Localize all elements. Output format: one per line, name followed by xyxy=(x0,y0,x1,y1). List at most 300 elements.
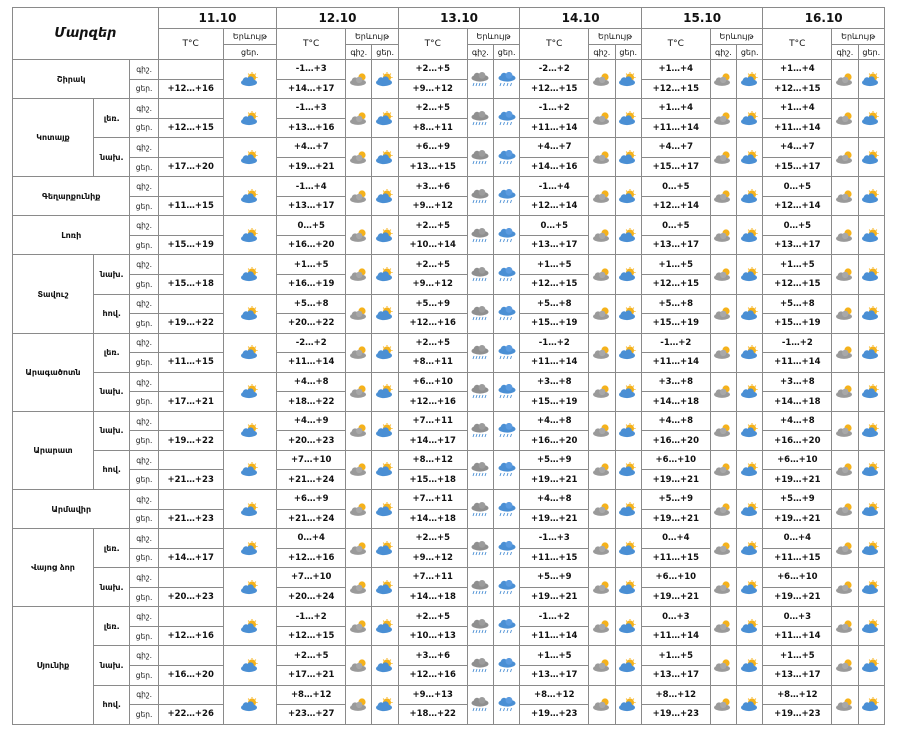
gray-sun-cloud-icon xyxy=(712,541,734,556)
weather-cell xyxy=(737,646,763,685)
temperature-cell: +11…+14 xyxy=(763,626,832,646)
region-name: Գեղարքունիք xyxy=(13,177,130,216)
weather-cell xyxy=(858,294,884,333)
weather-cell xyxy=(589,177,615,216)
temperature-cell: 0…+5 xyxy=(641,216,710,236)
sun-cloud-icon xyxy=(860,619,882,634)
temperature-cell: +6…+10 xyxy=(763,568,832,588)
temperature-cell: +12…+16 xyxy=(398,392,467,412)
temperature-cell: +3…+8 xyxy=(641,372,710,392)
weather-cell xyxy=(493,411,519,450)
sun-cloud-icon xyxy=(860,423,882,438)
weather-cell xyxy=(832,255,858,294)
weather-cell xyxy=(467,490,493,529)
region-name: Արագածոտն xyxy=(13,333,94,411)
weather-cell xyxy=(346,99,372,138)
temperature-cell: +1…+5 xyxy=(520,646,589,666)
temperature-cell: +18…+22 xyxy=(398,705,467,725)
table-row xyxy=(13,333,885,353)
temperature-cell: +15…+18 xyxy=(158,275,223,295)
weather-cell xyxy=(372,138,398,177)
table-row xyxy=(13,99,885,119)
region-name: Տավուշ xyxy=(13,255,94,333)
weather-cell xyxy=(223,99,277,138)
temperature-cell: +19…+21 xyxy=(641,470,710,490)
phenomenon-col-header: Երևույթ xyxy=(346,29,399,45)
temperature-cell: +12…+15 xyxy=(277,626,346,646)
weather-cell xyxy=(467,138,493,177)
weather-cell xyxy=(372,60,398,99)
date-header: 12.10 xyxy=(277,8,399,29)
temperature-cell: +3…+8 xyxy=(763,372,832,392)
temperature-cell: +1…+4 xyxy=(641,60,710,80)
region-name: Կոտայք xyxy=(13,99,94,177)
weather-cell xyxy=(467,294,493,333)
zone-name: հով. xyxy=(94,294,130,333)
sun-cloud-icon xyxy=(739,267,761,282)
time-of-day: ցեր. xyxy=(130,196,158,216)
weather-cell xyxy=(858,138,884,177)
gray-sun-cloud-icon xyxy=(591,502,613,517)
temperature-cell: +3…+6 xyxy=(398,177,467,197)
gray-sun-cloud-icon xyxy=(348,580,370,595)
sun-cloud-icon xyxy=(239,423,261,438)
temperature-cell: -1…+2 xyxy=(520,99,589,119)
weather-cell xyxy=(346,607,372,646)
rain-cloud-icon xyxy=(469,658,491,673)
rain-cloud-icon xyxy=(469,541,491,556)
weather-cell xyxy=(589,529,615,568)
gray-sun-cloud-icon xyxy=(712,306,734,321)
weather-cell xyxy=(737,685,763,724)
weather-cell xyxy=(832,646,858,685)
temperature-cell: +15…+19 xyxy=(158,235,223,255)
temperature-cell: +13…+17 xyxy=(763,665,832,685)
blue-rain-cloud-icon xyxy=(496,150,518,165)
table-row xyxy=(13,607,885,627)
gray-sun-cloud-icon xyxy=(591,267,613,282)
table-row xyxy=(13,138,885,158)
temperature-cell: 0…+4 xyxy=(277,529,346,549)
temperature-cell: +14…+18 xyxy=(398,587,467,607)
weather-cell xyxy=(737,372,763,411)
sun-cloud-icon xyxy=(617,345,639,360)
time-of-day: ցեր. xyxy=(130,118,158,138)
weather-cell xyxy=(832,607,858,646)
temperature-cell xyxy=(158,177,223,197)
gray-sun-cloud-icon xyxy=(712,384,734,399)
weather-cell xyxy=(372,607,398,646)
weather-cell xyxy=(372,216,398,255)
weather-cell xyxy=(710,255,736,294)
phenomenon-col-header: Երևույթ xyxy=(832,29,885,45)
weather-cell xyxy=(223,177,277,216)
weather-cell xyxy=(467,177,493,216)
gray-sun-cloud-icon xyxy=(712,658,734,673)
weather-cell xyxy=(589,99,615,138)
temperature-cell: +15…+19 xyxy=(763,314,832,334)
temperature-cell xyxy=(158,685,223,705)
weather-cell xyxy=(493,294,519,333)
sun-cloud-icon xyxy=(860,580,882,595)
gray-sun-cloud-icon xyxy=(591,541,613,556)
table-row xyxy=(13,568,885,588)
sun-cloud-icon xyxy=(860,189,882,204)
temperature-cell: +19…+23 xyxy=(641,705,710,725)
weather-cell xyxy=(346,216,372,255)
temperature-cell: +11…+15 xyxy=(641,548,710,568)
weather-cell xyxy=(858,99,884,138)
temperature-cell xyxy=(158,60,223,80)
rain-cloud-icon xyxy=(469,345,491,360)
rain-cloud-icon xyxy=(469,72,491,87)
sun-cloud-icon xyxy=(239,150,261,165)
temperature-cell: +17…+21 xyxy=(158,392,223,412)
time-of-day: ցեր. xyxy=(130,275,158,295)
weather-cell xyxy=(372,294,398,333)
sun-cloud-icon xyxy=(374,462,396,477)
temperature-cell: +12…+16 xyxy=(158,79,223,99)
time-of-day: ցեր. xyxy=(130,509,158,529)
sun-cloud-icon xyxy=(860,72,882,87)
weather-cell xyxy=(615,450,641,489)
weather-cell xyxy=(493,529,519,568)
temperature-cell: -1…+2 xyxy=(763,333,832,353)
sun-cloud-icon xyxy=(860,306,882,321)
weather-cell xyxy=(858,450,884,489)
weather-cell xyxy=(858,411,884,450)
temperature-cell: +1…+5 xyxy=(277,255,346,275)
weather-cell xyxy=(858,333,884,372)
weather-cell xyxy=(589,646,615,685)
temperature-cell: +19…+21 xyxy=(520,587,589,607)
rain-cloud-icon xyxy=(469,619,491,634)
gray-sun-cloud-icon xyxy=(834,658,856,673)
temperature-cell: -1…+2 xyxy=(520,607,589,627)
sun-cloud-icon xyxy=(617,619,639,634)
weather-cell xyxy=(493,450,519,489)
weather-cell xyxy=(372,411,398,450)
weather-cell xyxy=(737,490,763,529)
temperature-cell: +21…+24 xyxy=(277,509,346,529)
gray-sun-cloud-icon xyxy=(712,150,734,165)
gray-sun-cloud-icon xyxy=(712,267,734,282)
sun-cloud-icon xyxy=(239,697,261,712)
sun-cloud-icon xyxy=(860,228,882,243)
sun-cloud-icon xyxy=(617,189,639,204)
sun-cloud-icon xyxy=(739,697,761,712)
time-of-day: ցեր. xyxy=(130,665,158,685)
weather-cell xyxy=(589,450,615,489)
region-name: Արմավիր xyxy=(13,490,130,529)
zone-name: լեռ. xyxy=(94,99,130,138)
weather-cell xyxy=(710,333,736,372)
sun-cloud-icon xyxy=(374,189,396,204)
weather-cell xyxy=(223,60,277,99)
day-subheader: ցեր. xyxy=(493,45,519,60)
temperature-cell: -1…+4 xyxy=(277,177,346,197)
temperature-cell: +16…+20 xyxy=(277,235,346,255)
weather-cell xyxy=(589,607,615,646)
weather-cell xyxy=(493,490,519,529)
rain-cloud-icon xyxy=(469,150,491,165)
gray-sun-cloud-icon xyxy=(834,267,856,282)
temperature-cell: +12…+16 xyxy=(398,665,467,685)
weather-cell xyxy=(589,685,615,724)
weather-cell xyxy=(737,333,763,372)
time-of-day: գիշ. xyxy=(130,646,158,666)
temperature-cell: +2…+5 xyxy=(398,607,467,627)
gray-sun-cloud-icon xyxy=(712,111,734,126)
gray-sun-cloud-icon xyxy=(712,345,734,360)
temperature-cell: +1…+4 xyxy=(641,99,710,119)
sun-cloud-icon xyxy=(374,619,396,634)
gray-sun-cloud-icon xyxy=(712,228,734,243)
weather-cell xyxy=(346,255,372,294)
temperature-cell: -2…+2 xyxy=(520,60,589,80)
temperature-cell: +13…+15 xyxy=(398,157,467,177)
sun-cloud-icon xyxy=(374,72,396,87)
weather-cell xyxy=(858,646,884,685)
sun-cloud-icon xyxy=(617,72,639,87)
time-of-day: ցեր. xyxy=(130,431,158,451)
temperature-cell: +12…+16 xyxy=(277,548,346,568)
weather-cell xyxy=(372,255,398,294)
temperature-cell: +6…+10 xyxy=(641,568,710,588)
gray-sun-cloud-icon xyxy=(348,189,370,204)
rain-cloud-icon xyxy=(469,306,491,321)
weather-cell xyxy=(346,60,372,99)
weather-cell xyxy=(493,646,519,685)
time-of-day: ցեր. xyxy=(130,587,158,607)
temperature-cell: +7…+11 xyxy=(398,568,467,588)
temperature-cell: -1…+2 xyxy=(520,333,589,353)
weather-cell xyxy=(493,60,519,99)
temperature-cell: +22…+26 xyxy=(158,705,223,725)
weather-cell xyxy=(710,529,736,568)
temperature-cell: +1…+5 xyxy=(641,646,710,666)
temperature-cell: +19…+21 xyxy=(763,509,832,529)
gray-sun-cloud-icon xyxy=(591,345,613,360)
gray-sun-cloud-icon xyxy=(834,345,856,360)
temperature-cell: +16…+20 xyxy=(520,431,589,451)
sun-cloud-icon xyxy=(239,306,261,321)
temperature-cell: +12…+16 xyxy=(158,626,223,646)
weather-cell xyxy=(467,646,493,685)
time-of-day: գիշ. xyxy=(130,255,158,275)
blue-rain-cloud-icon xyxy=(496,619,518,634)
temperature-cell: +23…+27 xyxy=(277,705,346,725)
temperature-cell: +4…+8 xyxy=(277,372,346,392)
temperature-cell: +8…+12 xyxy=(398,450,467,470)
temperature-cell: +18…+22 xyxy=(277,392,346,412)
time-of-day: գիշ. xyxy=(130,333,158,353)
temperature-cell: +19…+23 xyxy=(763,705,832,725)
date-header: 13.10 xyxy=(398,8,520,29)
gray-sun-cloud-icon xyxy=(712,619,734,634)
time-of-day: ցեր. xyxy=(130,392,158,412)
weather-cell xyxy=(737,568,763,607)
weather-cell xyxy=(372,177,398,216)
temperature-cell: +15…+19 xyxy=(520,314,589,334)
temperature-cell: -1…+3 xyxy=(277,60,346,80)
weather-cell xyxy=(710,60,736,99)
rain-cloud-icon xyxy=(469,502,491,517)
time-of-day: ցեր. xyxy=(130,705,158,725)
time-of-day: գիշ. xyxy=(130,568,158,588)
gray-sun-cloud-icon xyxy=(348,658,370,673)
weather-cell xyxy=(372,333,398,372)
temperature-cell xyxy=(158,294,223,314)
gray-sun-cloud-icon xyxy=(834,580,856,595)
time-of-day: ցեր. xyxy=(130,626,158,646)
sun-cloud-icon xyxy=(239,502,261,517)
weather-cell xyxy=(832,568,858,607)
blue-rain-cloud-icon xyxy=(496,658,518,673)
temperature-cell: +13…+17 xyxy=(520,665,589,685)
temperature-cell: +8…+12 xyxy=(277,685,346,705)
weather-cell xyxy=(832,177,858,216)
weather-cell xyxy=(223,490,277,529)
temperature-cell: +6…+10 xyxy=(641,450,710,470)
temperature-cell: +15…+19 xyxy=(520,392,589,412)
rain-cloud-icon xyxy=(469,423,491,438)
weather-cell xyxy=(615,490,641,529)
table-row xyxy=(13,646,885,666)
gray-sun-cloud-icon xyxy=(591,189,613,204)
gray-sun-cloud-icon xyxy=(834,462,856,477)
weather-cell xyxy=(372,490,398,529)
temperature-cell: +4…+9 xyxy=(277,411,346,431)
temperature-cell: +13…+16 xyxy=(277,118,346,138)
zone-name: նախ. xyxy=(94,646,130,685)
weather-cell xyxy=(467,216,493,255)
temperature-cell: -1…+3 xyxy=(520,529,589,549)
weather-cell xyxy=(710,138,736,177)
weather-cell xyxy=(710,294,736,333)
gray-sun-cloud-icon xyxy=(834,384,856,399)
sun-cloud-icon xyxy=(617,423,639,438)
temperature-cell: +13…+17 xyxy=(763,235,832,255)
temperature-cell: 0…+4 xyxy=(763,529,832,549)
table-row xyxy=(13,372,885,392)
table-title: Մարզեր xyxy=(13,8,159,60)
time-of-day: գիշ. xyxy=(130,450,158,470)
temperature-cell: +2…+5 xyxy=(398,529,467,549)
temperature-cell: +9…+12 xyxy=(398,275,467,295)
sun-cloud-icon xyxy=(374,150,396,165)
sun-cloud-icon xyxy=(239,619,261,634)
time-of-day: գիշ. xyxy=(130,607,158,627)
weather-cell xyxy=(615,411,641,450)
sun-cloud-icon xyxy=(739,423,761,438)
weather-cell xyxy=(346,294,372,333)
temp-col-header: T°C xyxy=(641,29,710,60)
weather-cell xyxy=(858,372,884,411)
temperature-cell: +1…+5 xyxy=(763,255,832,275)
sun-cloud-icon xyxy=(374,228,396,243)
weather-cell xyxy=(737,411,763,450)
weather-cell xyxy=(737,294,763,333)
sun-cloud-icon xyxy=(860,267,882,282)
weather-cell xyxy=(615,255,641,294)
time-of-day: գիշ. xyxy=(130,490,158,510)
rain-cloud-icon xyxy=(469,228,491,243)
temp-col-header: T°C xyxy=(520,29,589,60)
temperature-cell: +8…+12 xyxy=(520,685,589,705)
temperature-cell: 0…+3 xyxy=(763,607,832,627)
weather-cell xyxy=(372,99,398,138)
weather-cell xyxy=(467,255,493,294)
blue-rain-cloud-icon xyxy=(496,541,518,556)
sun-cloud-icon xyxy=(617,384,639,399)
weather-cell xyxy=(346,646,372,685)
temperature-cell: +5…+9 xyxy=(398,294,467,314)
temperature-cell: +8…+12 xyxy=(641,685,710,705)
gray-sun-cloud-icon xyxy=(712,580,734,595)
temperature-cell: +11…+14 xyxy=(520,626,589,646)
weather-cell xyxy=(346,333,372,372)
weather-cell xyxy=(832,99,858,138)
weather-cell xyxy=(737,450,763,489)
gray-sun-cloud-icon xyxy=(591,150,613,165)
temperature-cell: +11…+14 xyxy=(520,118,589,138)
time-of-day: գիշ. xyxy=(130,99,158,119)
temperature-cell: +21…+23 xyxy=(158,470,223,490)
weather-cell xyxy=(832,450,858,489)
weather-cell xyxy=(589,568,615,607)
temperature-cell xyxy=(158,568,223,588)
weather-cell xyxy=(223,685,277,724)
temperature-cell: +20…+24 xyxy=(277,587,346,607)
weather-cell xyxy=(710,216,736,255)
temperature-cell: +3…+6 xyxy=(398,646,467,666)
temperature-cell: +5…+8 xyxy=(277,294,346,314)
sun-cloud-icon xyxy=(374,384,396,399)
phenomenon-col-header: Երևույթ xyxy=(589,29,642,45)
rain-cloud-icon xyxy=(469,267,491,282)
date-header: 15.10 xyxy=(641,8,763,29)
sun-cloud-icon xyxy=(374,541,396,556)
sun-cloud-icon xyxy=(739,228,761,243)
sun-cloud-icon xyxy=(374,345,396,360)
table-row xyxy=(13,177,885,197)
weather-cell xyxy=(737,99,763,138)
temperature-cell: 0…+5 xyxy=(520,216,589,236)
zone-name: հով. xyxy=(94,685,130,724)
day-subheader: ցեր. xyxy=(858,45,884,60)
gray-sun-cloud-icon xyxy=(591,462,613,477)
gray-sun-cloud-icon xyxy=(834,423,856,438)
gray-sun-cloud-icon xyxy=(348,462,370,477)
zone-name: հով. xyxy=(94,450,130,489)
weather-cell xyxy=(737,529,763,568)
blue-rain-cloud-icon xyxy=(496,228,518,243)
sun-cloud-icon xyxy=(739,580,761,595)
weather-cell xyxy=(467,60,493,99)
sun-cloud-icon xyxy=(374,267,396,282)
weather-cell xyxy=(493,255,519,294)
sun-cloud-icon xyxy=(860,502,882,517)
gray-sun-cloud-icon xyxy=(348,150,370,165)
sun-cloud-icon xyxy=(239,228,261,243)
temperature-cell: +2…+5 xyxy=(398,99,467,119)
phenomenon-col-header: Երևույթ xyxy=(710,29,763,45)
temperature-cell: +19…+21 xyxy=(763,587,832,607)
temperature-cell: +4…+7 xyxy=(277,138,346,158)
weather-cell xyxy=(737,138,763,177)
sun-cloud-icon xyxy=(739,111,761,126)
